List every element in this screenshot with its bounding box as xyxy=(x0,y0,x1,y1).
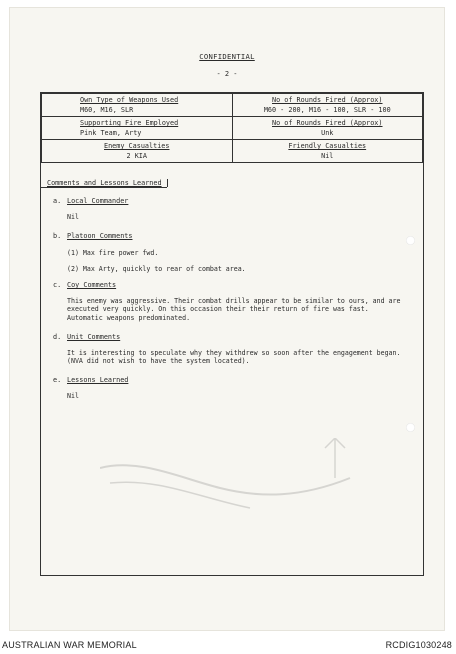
section-letter: a. xyxy=(53,197,62,205)
section-body-unit-comments: It is interesting to speculate why they withdrew so soon after the engagement began. (NVA did not wish to have the system located). xyxy=(67,349,401,366)
report-frame xyxy=(40,92,424,576)
engagement-summary-table xyxy=(41,93,423,163)
weapons-used-label: Own Type of Weapons Used xyxy=(42,94,233,106)
section-title-local-commander: Local Commander xyxy=(67,197,129,205)
friendly-casualties-value: Nil xyxy=(232,151,423,163)
section-title-coy-comments: Coy Comments xyxy=(67,281,117,289)
section-body-coy-comments: This enemy was aggressive. Their combat drills appear to be similar to ours, and are executed very quickly. On this occasion their their return of fire was fast. Automatic weapons predominated. xyxy=(67,297,401,322)
support-rounds-label: No of Rounds Fired (Approx) xyxy=(232,117,423,129)
archive-footer xyxy=(0,636,456,654)
archive-source: AUSTRALIAN WAR MEMORIAL xyxy=(2,640,137,650)
binder-hole-top xyxy=(406,236,415,245)
binder-hole-bottom xyxy=(406,423,415,432)
friendly-casualties-label: Friendly Casualties xyxy=(232,140,423,152)
supporting-fire-value: Pink Team, Arty xyxy=(42,128,233,140)
section-body-platoon-point-2: (2) Max Arty, quickly to rear of combat area. xyxy=(67,265,246,273)
section-body-local-commander: Nil xyxy=(67,213,79,221)
supporting-fire-label: Supporting Fire Employed xyxy=(42,117,233,129)
section-letter: d. xyxy=(53,333,62,341)
lessons-divider-edge xyxy=(167,179,168,187)
enemy-casualties-value: 2 KIA xyxy=(42,151,233,163)
rounds-fired-value: M60 - 200, M16 - 100, SLR - 100 xyxy=(232,105,423,117)
section-letter: c. xyxy=(53,281,62,289)
lessons-divider xyxy=(41,187,167,188)
section-body-lessons-learned: Nil xyxy=(67,392,79,400)
document-page xyxy=(10,8,444,630)
rounds-fired-label: No of Rounds Fired (Approx) xyxy=(232,94,423,106)
lessons-heading: Comments and Lessons Learned xyxy=(47,179,162,187)
section-letter: e. xyxy=(53,376,62,384)
page-number: - 2 - xyxy=(216,70,238,78)
classification-marking: CONFIDENTIAL xyxy=(199,52,255,61)
section-title-unit-comments: Unit Comments xyxy=(67,333,121,341)
section-title-platoon-comments: Platoon Comments xyxy=(67,232,133,240)
weapons-used-value: M60, M16, SLR xyxy=(42,105,233,117)
section-title-lessons-learned: Lessons Learned xyxy=(67,376,129,384)
section-body-platoon-point-1: (1) Max fire power fwd. xyxy=(67,249,159,257)
archive-reference: RCDIG1030248 xyxy=(385,640,452,650)
section-letter: b. xyxy=(53,232,62,240)
support-rounds-value: Unk xyxy=(232,128,423,140)
enemy-casualties-label: Enemy Casualties xyxy=(42,140,233,152)
